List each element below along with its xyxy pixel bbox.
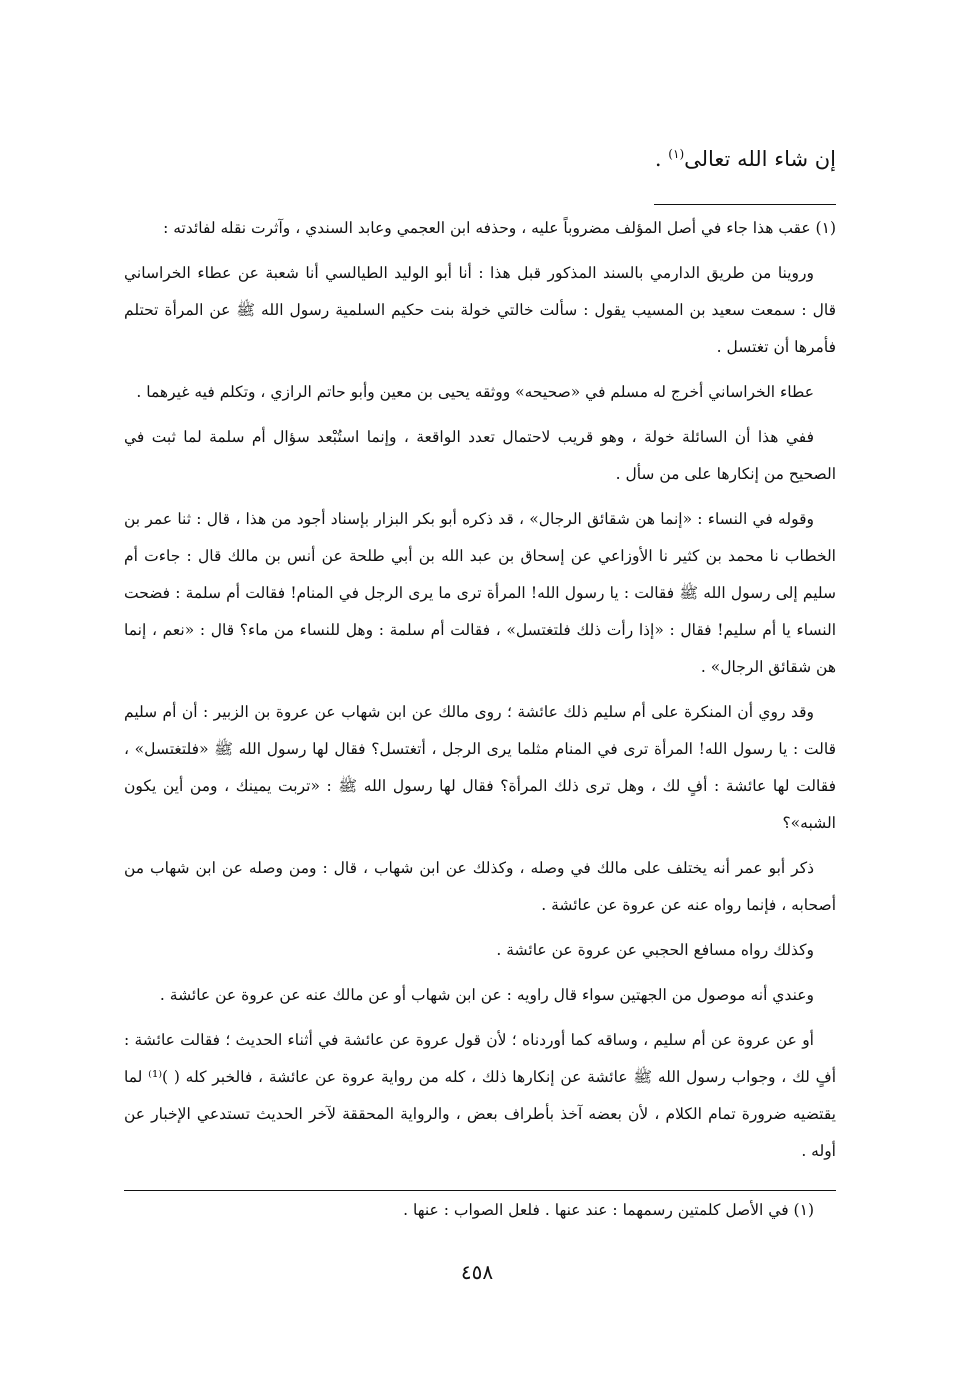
footnote-paragraph: وقد روي أن المنكرة على أم سليم ذلك عائشة ؛ روى مالك عن ابن شهاب عن عروة بن الزبير : أن أم سليم قالت : يا رسول الله! المرأة ترى في المنام مثلما يرى الرجل ، أتغتسل؟ فقال لها رسول الله ﷺ «فلتغتسل» ، فقالت لها عائشة : أفٍ لك ، وهل ترى ذلك المرأة؟ فقال لها رسول الله ﷺ : «تربت يمينك ، ومن أين يكون الشبه»؟ [124, 703, 836, 832]
footnote-paragraph: عطاء الخراساني أخرج له مسلم في «صحيحه» ووثقه يحيى بن معين وأبو حاتم الرازي ، وتكلم فيه غيرهما . [136, 383, 814, 401]
footnote-separator [654, 204, 836, 205]
footnote-paragraph: ففي هذا أن السائلة خولة ، وهو قريب لاحتمال تعدد الواقعة ، وإنما استُبْعد سؤال أم سلمة لما ثبت في الصحيح من إنكارها على من سأل . [124, 428, 836, 483]
footnote-paragraph: (١) عقب هذا جاء في أصل المؤلف مضروباً عليه ، وحذفه ابن العجمي وعابد السندي ، وآثرت نقله لفائدته : [163, 219, 836, 237]
main-text-end: . [654, 147, 662, 171]
footnotes-block [124, 210, 836, 1178]
footnote-reference: (١) [668, 147, 685, 161]
footnote-paragraph: وقوله في النساء : «إنما هن شقائق الرجال» ، قد ذكره أبو بكر البزار بإسناد أجود من هذا ، قال : ثنا عمر بن الخطاب نا محمد بن كثير نا الأوزاعي عن إسحاق بن عبد الله بن أبي طلحة عن أنس بن مالك قال : جاءت أم سليم إلى رسول الله ﷺ فقالت : يا رسول الله! المرأة ترى ما يرى الرجل في المنام! فقالت أم سلمة : فضحت النساء يا أم سليم! فقال : «إذا رأت ذلك فلتغتسل» ، فقالت أم سلمة : وهل للنساء من ماء؟ قال : «نعم ، إنما هن شقائق الرجال» . [124, 510, 836, 676]
bottom-footnote-separator [124, 1190, 836, 1191]
bottom-footnote: (١) في الأصل كلمتين رسمهما : عند عنها . فلعل الصواب : عنها . [403, 1201, 814, 1219]
page-number: ٤٥٨ [460, 1260, 494, 1284]
main-text-line [136, 138, 836, 175]
footnote-paragraph: وعندي أنه موصول من الجهتين سواء قال راويه : عن ابن شهاب أو عن مالك عنه عن عروة عن عائشة . [159, 986, 814, 1004]
main-text: إن شاء الله تعالى [684, 147, 836, 171]
footnote-paragraph: وكذلك رواه مسافع الحجبي عن عروة عن عائشة . [496, 941, 814, 959]
footnote-paragraph: أو عن عروة عن أم سليم ، وساقه كما أوردناه ؛ لأن قول عروة عن عائشة في أثناء الحديث ؛ فقالت عائشة : أفٍ لك ، وجواب رسول الله ﷺ عائشة عن إنكارها ذلك ، كله من رواية عروة عن عائشة ، فالخبر كله ( )⁽¹⁾ لما يقتضيه ضرورة تمام الكلام ، لأن بعضه آخذ بأطراف بعض ، والرواية المحققة لآخر الحديث تستدعي الإخبار عن أوله . [124, 1031, 836, 1160]
footnote-paragraph: وروينا من طريق الدارمي بالسند المذكور قبل هذا : أنا أبو الوليد الطيالسي أنا شعبة عن عطاء الخراساني قال : سمعت سعيد بن المسيب يقول : سألت خالتي خولة بنت حكيم السلمية رسول الله ﷺ عن المرأة تحتلم فأمرها أن تغتسل . [124, 264, 836, 356]
footnote-paragraph: ذكر أبو عمر أنه يختلف على مالك في وصله ، وكذلك عن ابن شهاب ، قال : ومن وصله عن ابن شهاب من أصحابه ، فإنما رواه عنه عن عروة عن عائشة . [124, 859, 836, 914]
